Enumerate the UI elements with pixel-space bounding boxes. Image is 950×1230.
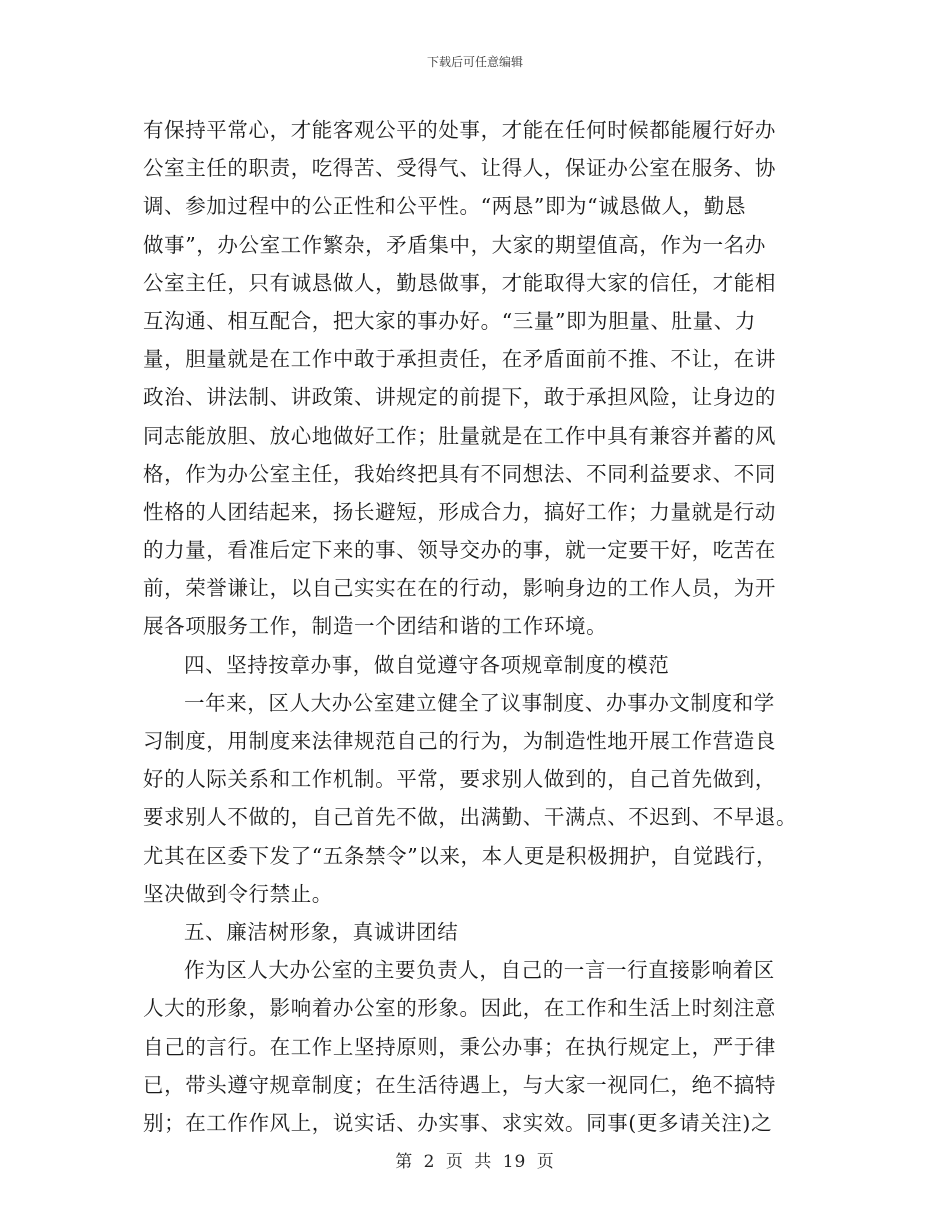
page-header: 下载后可任意编辑 <box>426 55 523 69</box>
text-line: 自己的言行。在工作上坚持原则，秉公办事；在执行规定上，严于律 <box>143 1034 776 1059</box>
text-line: 调、参加过程中的公正性和公平性。“两恳”即为“诚恳做人，勤恳 <box>143 194 746 219</box>
text-line: 作为区人大办公室的主要负责人，自己的一言一行直接影响着区 <box>184 958 775 983</box>
footer-page-number: 2 <box>423 1152 436 1172</box>
document-body <box>143 111 808 1142</box>
text-line: 一年来，区人大办公室建立健全了议事制度、办事办文制度和学 <box>184 690 775 715</box>
text-line: 有保持平常心，才能客观公平的处事，才能在任何时候都能履行好办 <box>143 118 776 142</box>
text-line: 要求别人不做的，自己首先不做，出满勤、干满点、不迟到、不早退。 <box>143 805 798 830</box>
text-line: 习制度，用制度来法律规范自己的行为，为制造性地开展工作营造良 <box>143 729 776 753</box>
text-line: 格，作为办公室主任，我始终把具有不同想法、不同利益要求、不同 <box>143 461 776 486</box>
text-line: 公室主任，只有诚恳做人，勤恳做事，才能取得大家的信任，才能相 <box>143 270 776 295</box>
text-line: 公室主任的职责，吃得苦、受得气、让得人，保证办公室在服务、协 <box>143 156 776 181</box>
text-line: 前，荣誉谦让，以自己实实在在的行动，影响身边的工作人员，为开 <box>143 576 776 601</box>
footer-suffix: 页 <box>536 1152 555 1172</box>
footer-total-word: 共 <box>474 1152 493 1172</box>
text-line: 量，胆量就是在工作中敢于承担责任，在矛盾面前不推、不让，在讲 <box>143 347 776 372</box>
text-line: 同志能放胆、放心地做好工作；肚量就是在工作中具有兼容并蓄的风 <box>143 423 776 448</box>
text-line: 人大的形象，影响着办公室的形象。因此，在工作和生活上时刻注意 <box>143 996 776 1021</box>
text-line: 性格的人团结起来，扬长避短，形成合力，搞好工作；力量就是行动 <box>143 499 776 524</box>
page-footer <box>0 1147 950 1172</box>
footer-prefix: 第 <box>395 1152 414 1172</box>
text-line: 坚决做到令行禁止。 <box>143 881 333 906</box>
text-line: 展各项服务工作，制造一个团结和谐的工作环境。 <box>143 614 608 639</box>
text-line: 好的人际关系和工作机制。平常，要求别人做到的，自己首先做到， <box>143 767 776 792</box>
text-line: 政治、讲法制、讲政策、讲规定的前提下，敢于承担风险，让身边的 <box>143 385 776 410</box>
text-line: 已，带头遵守规章制度；在生活待遇上，与大家一视同仁，绝不搞特 <box>143 1072 776 1097</box>
text-line: 互沟通、相互配合，把大家的事办好。“三量”即为胆量、肚量、力 <box>143 308 756 333</box>
footer-page-word: 页 <box>445 1152 464 1172</box>
text-line: 五、廉洁树形象，真诚讲团结 <box>184 919 459 944</box>
text-line: 四、坚持按章办事，做自觉遵守各项规章制度的模范 <box>184 652 670 677</box>
text-line: 的力量，看准后定下来的事、领导交办的事，就一定要干好，吃苦在 <box>143 538 776 563</box>
text-line: 做事”，办公室工作繁杂，矛盾集中，大家的期望值高，作为一名办 <box>143 232 766 257</box>
text-line: 尤其在区委下发了“五条禁令”以来，本人更是积极拥护，自觉践行， <box>143 843 778 868</box>
footer-total-pages: 19 <box>502 1152 527 1172</box>
text-line: 别；在工作作风上，说实话、办实事、求实效。同事(更多请关注)之 <box>143 1110 773 1135</box>
